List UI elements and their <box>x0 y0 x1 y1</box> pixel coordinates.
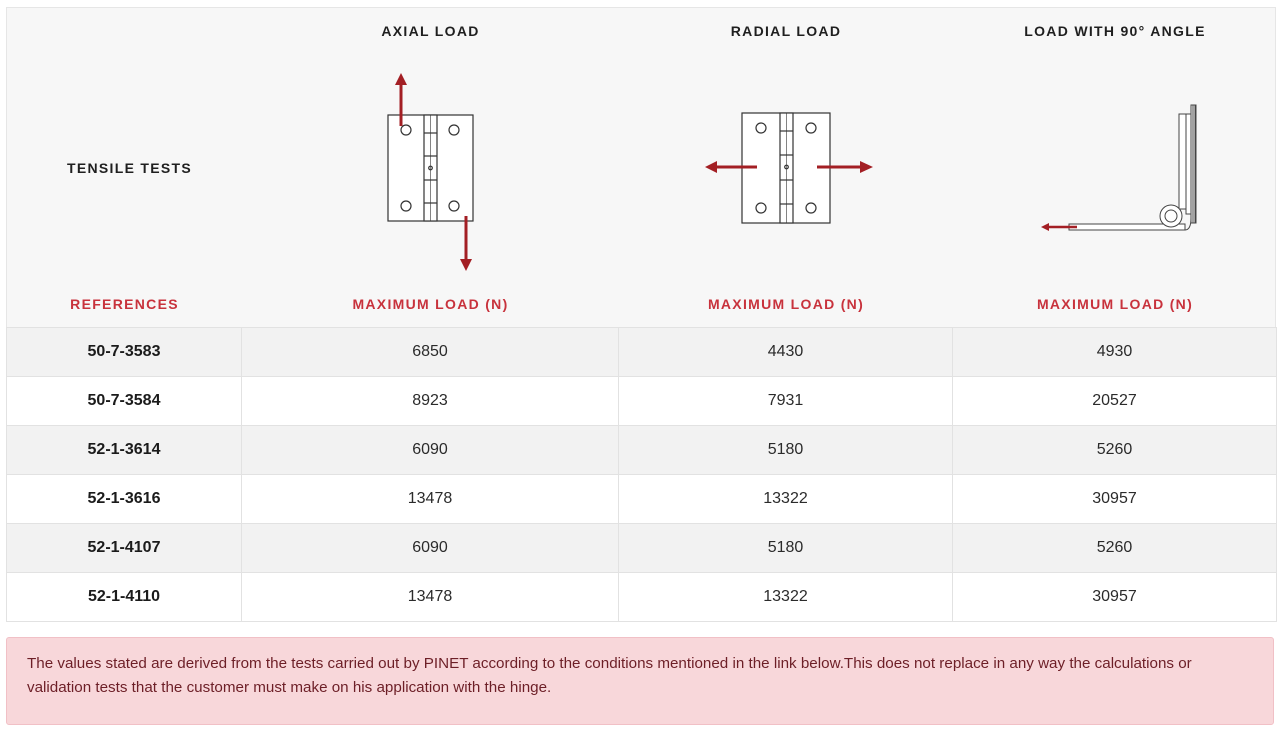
table-row <box>7 426 1277 475</box>
table-row <box>7 573 1277 622</box>
radial-load-title: RADIAL LOAD <box>730 23 842 39</box>
table-row <box>7 377 1277 426</box>
angle-value-cell: 4930 <box>953 328 1277 377</box>
angle-value-cell: 30957 <box>953 573 1277 622</box>
radial-value-cell: 7931 <box>619 377 953 426</box>
angle-value-cell: 5260 <box>953 426 1277 475</box>
references-label: REFERENCES <box>70 296 179 312</box>
table-row <box>7 475 1277 524</box>
table-header <box>6 7 1276 327</box>
angle-load-hinge-icon <box>1027 98 1207 248</box>
reference-cell: 52-1-4107 <box>7 524 242 573</box>
angle-value-cell: 20527 <box>953 377 1277 426</box>
angle-load-title: LOAD WITH 90° ANGLE <box>1024 23 1206 39</box>
disclaimer-notice: The values stated are derived from the tests carried out by PINET according to the conditions mentioned in the link below.This does not replace in any way the calculations or validation tests that the customer must make on his application with the hinge. <box>6 637 1274 725</box>
axial-load-hinge-icon <box>377 63 487 273</box>
reference-cell: 52-1-3616 <box>7 475 242 524</box>
table-row <box>7 524 1277 573</box>
reference-cell: 52-1-3614 <box>7 426 242 475</box>
axial-value-cell: 6090 <box>242 524 619 573</box>
radial-load-hinge-icon <box>697 103 882 233</box>
load-values-table <box>6 327 1277 622</box>
axial-value-cell: 6090 <box>242 426 619 475</box>
reference-cell: 50-7-3584 <box>7 377 242 426</box>
radial-value-cell: 4430 <box>619 328 953 377</box>
axial-value-cell: 13478 <box>242 573 619 622</box>
radial-value-cell: 5180 <box>619 426 953 475</box>
tensile-tests-label: TENSILE TESTS <box>67 160 193 176</box>
radial-value-cell: 5180 <box>619 524 953 573</box>
angle-value-cell: 5260 <box>953 524 1277 573</box>
table-row <box>7 328 1277 377</box>
angle-max-load-label: MAXIMUM LOAD (N) <box>1036 296 1194 312</box>
radial-value-cell: 13322 <box>619 475 953 524</box>
reference-cell: 50-7-3583 <box>7 328 242 377</box>
axial-value-cell: 6850 <box>242 328 619 377</box>
radial-max-load-label: MAXIMUM LOAD (N) <box>707 296 865 312</box>
axial-load-title: AXIAL LOAD <box>381 23 480 39</box>
axial-max-load-label: MAXIMUM LOAD (N) <box>352 296 509 312</box>
reference-cell: 52-1-4110 <box>7 573 242 622</box>
axial-value-cell: 8923 <box>242 377 619 426</box>
axial-value-cell: 13478 <box>242 475 619 524</box>
radial-value-cell: 13322 <box>619 573 953 622</box>
tensile-tests-table <box>6 7 1276 622</box>
angle-value-cell: 30957 <box>953 475 1277 524</box>
